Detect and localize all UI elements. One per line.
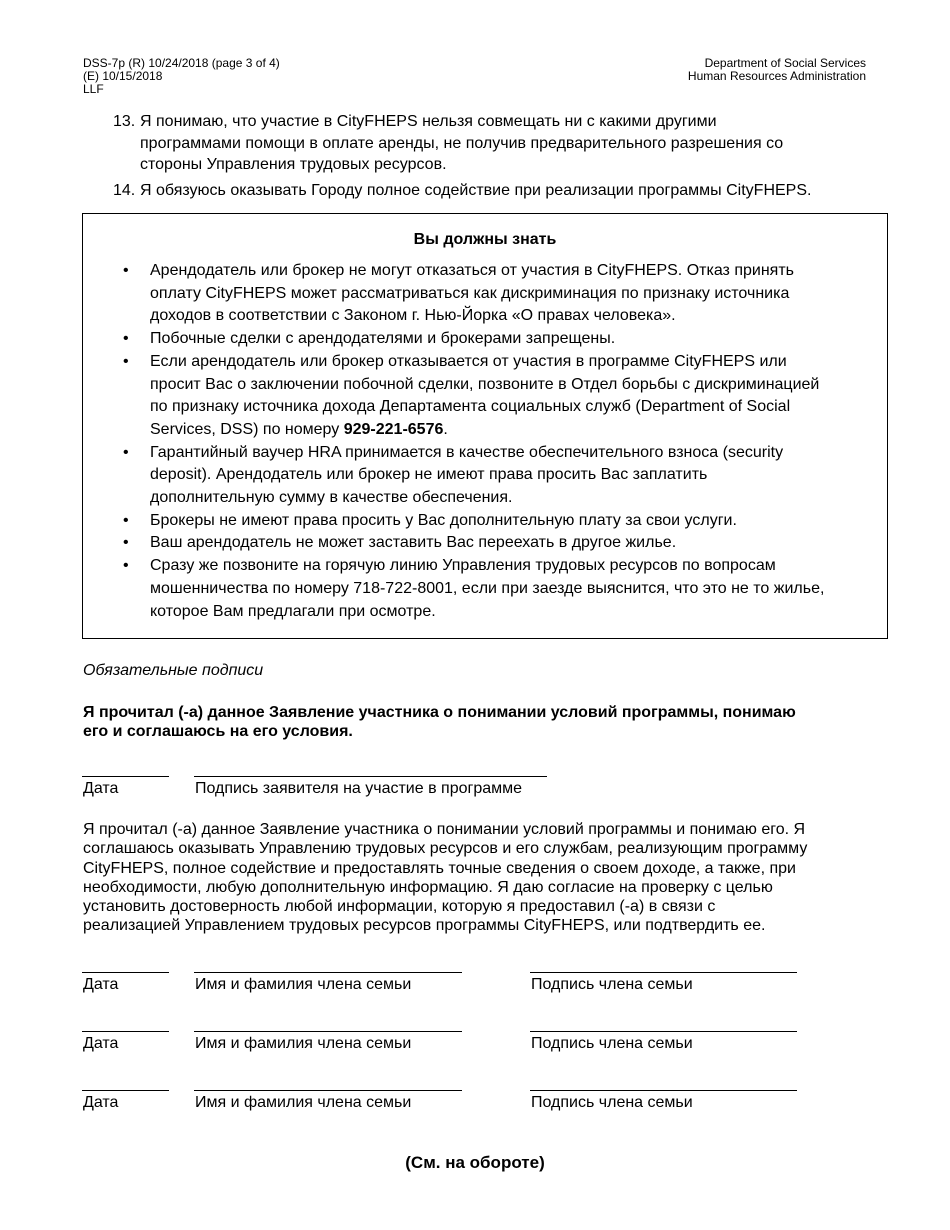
member-name-label: Имя и фамилия члена семьи [195,976,412,993]
bullet-icon: • [123,443,129,461]
member-signature-label: Подпись члена семьи [531,1035,693,1052]
paragraph-line: Я прочитал (-а) данное Заявление участника о понимании условий программы и понимаю его. Я [83,821,806,838]
applicant-signature-label: Подпись заявителя на участие в программе [195,780,523,797]
bullet-text: Services, DSS) по номеру [150,420,344,438]
numbered-item-14 [113,180,811,202]
notice-bullet [83,260,824,328]
paragraph-line: CityFHEPS, полное содействие и предоставлять точные сведения о своем доходе, а также, при [83,859,796,877]
item-line: Я обязуюсь оказывать Городу полное содействие при реализации программы CityFHEPS. [140,182,812,199]
signatures-heading: Обязательные подписи [83,662,264,679]
item-line: стороны Управления трудовых ресурсов. [140,156,447,173]
bullet-line: Гарантийный ваучер HRA принимается в качестве обеспечительного взноса (security [150,443,784,461]
statement-line: Я прочитал (-а) данное Заявление участника о понимании условий программы, понимаю [83,704,796,721]
notice-bullet [83,328,824,351]
applicant-signature-line[interactable] [194,776,547,777]
agency-division: Human Resources Administration [687,69,866,83]
bullet-line: оплату CityFHEPS может рассматриваться как дискриминация по признаку источника [150,284,790,302]
date-label: Дата [83,1094,119,1111]
item-line: Я понимаю, что участие в CityFHEPS нельзя совмещать ни с какими другими [140,113,717,130]
bullet-line: дополнительную сумму в качестве обеспечения. [150,489,513,507]
notice-bullet [83,442,824,510]
date-label: Дата [83,1035,119,1052]
notice-bullet [83,532,824,555]
member-date-line[interactable] [82,1031,169,1032]
item-number: 13. [113,113,136,130]
date-label: Дата [83,976,119,993]
member-signature-line[interactable] [530,1031,797,1032]
agency-name: Department of Social Services [704,56,866,70]
household-statement [83,820,807,936]
paragraph-line: соглашаюсь оказывать Управлению трудовых ресурсов и его службам, реализующим программу [83,840,808,858]
bullet-line: которое Вам предлагали при осмотре. [150,602,436,620]
notice-bullet [83,510,824,533]
applicant-statement [83,703,796,741]
member-date-line[interactable] [82,1090,169,1091]
member-name-line[interactable] [194,1031,462,1032]
member-name-label: Имя и фамилия члена семьи [195,1094,412,1111]
item-line: программами помощи в оплате аренды, не получив предварительного разрешения со [140,134,784,152]
bullet-line: Ваш арендодатель не может заставить Вас переехать в другое жилье. [150,534,677,552]
member-signature-label: Подпись члена семьи [531,1094,693,1111]
form-id-block [83,57,280,96]
member-signature-line[interactable] [530,1090,797,1091]
paragraph-line: установить достоверность любой информации, которую я предоставил (-а) в связи с [83,898,716,916]
bullet-line: Брокеры не имеют права просить у Вас дополнительную плату за свои услуги. [150,511,737,529]
bullet-line: Если арендодатель или брокер отказывается от участия в программе CityFHEPS или [150,352,787,370]
notice-bullet [83,351,824,442]
member-signature-label: Подпись члена семьи [531,976,693,993]
notice-title: Вы должны знать [413,231,557,248]
member-name-label: Имя и фамилия члена семьи [195,1035,412,1052]
applicant-date-line[interactable] [82,776,169,777]
date-label: Дата [83,780,119,797]
member-date-line[interactable] [82,972,169,973]
discrimination-phone-number: 929-221-6576 [343,420,444,438]
bullet-line: мошенничества по номеру 718-722-8001, если при заезде выяснится, что это не то жилье, [150,579,825,597]
item-number: 14. [113,182,136,199]
member-name-line[interactable] [194,1090,462,1091]
agency-block [688,57,866,83]
numbered-item-13 [113,111,783,176]
paragraph-line: необходимости, любую дополнительную информацию. Я даю согласие на проверку с целью [83,878,773,896]
bullet-line: доходов в соответствии с Законом г. Нью-Йорка «О правах человека». [150,307,676,325]
statement-line: его и соглашаюсь на его условия. [83,723,353,740]
bullet-icon: • [123,330,129,348]
bullet-line: по признаку источника дохода Департамента социальных служб (Department of Social [150,398,791,416]
bullet-line: Сразу же позвоните на горячую линию Управления трудовых ресурсов по вопросам [150,557,776,575]
bullet-line: просит Вас о заключении побочной сделки, позвоните в Отдел борьбы с дискриминацией [150,375,820,393]
bullet-text: . [443,420,448,438]
member-name-line[interactable] [194,972,462,973]
form-edition: (E) 10/15/2018 [83,69,163,83]
member-signature-line[interactable] [530,972,797,973]
bullet-icon: • [123,352,129,370]
bullet-line: deposit). Арендодатель или брокер не имеют права просить Вас заплатить [150,466,708,484]
notice-bullet [83,555,824,623]
bullet-icon: • [123,511,129,529]
notice-box [82,213,888,639]
form-id: DSS-7p (R) 10/24/2018 (page 3 of 4) [83,56,280,70]
paragraph-line: реализацией Управлением трудовых ресурсов программы CityFHEPS, или подтвердить ее. [83,917,766,935]
form-language: LLF [83,82,104,96]
bullet-line [150,419,824,442]
bullet-line: Побочные сделки с арендодателями и брокерами запрещены. [150,330,616,348]
bullet-icon: • [123,262,129,279]
bullet-icon: • [123,557,129,575]
bullet-line: Арендодатель или брокер не могут отказаться от участия в CityFHEPS. Отказ принять [150,262,794,279]
see-reverse-note: (См. на обороте) [405,1153,545,1172]
notice-bullet-list [83,260,824,623]
bullet-icon: • [123,534,129,552]
